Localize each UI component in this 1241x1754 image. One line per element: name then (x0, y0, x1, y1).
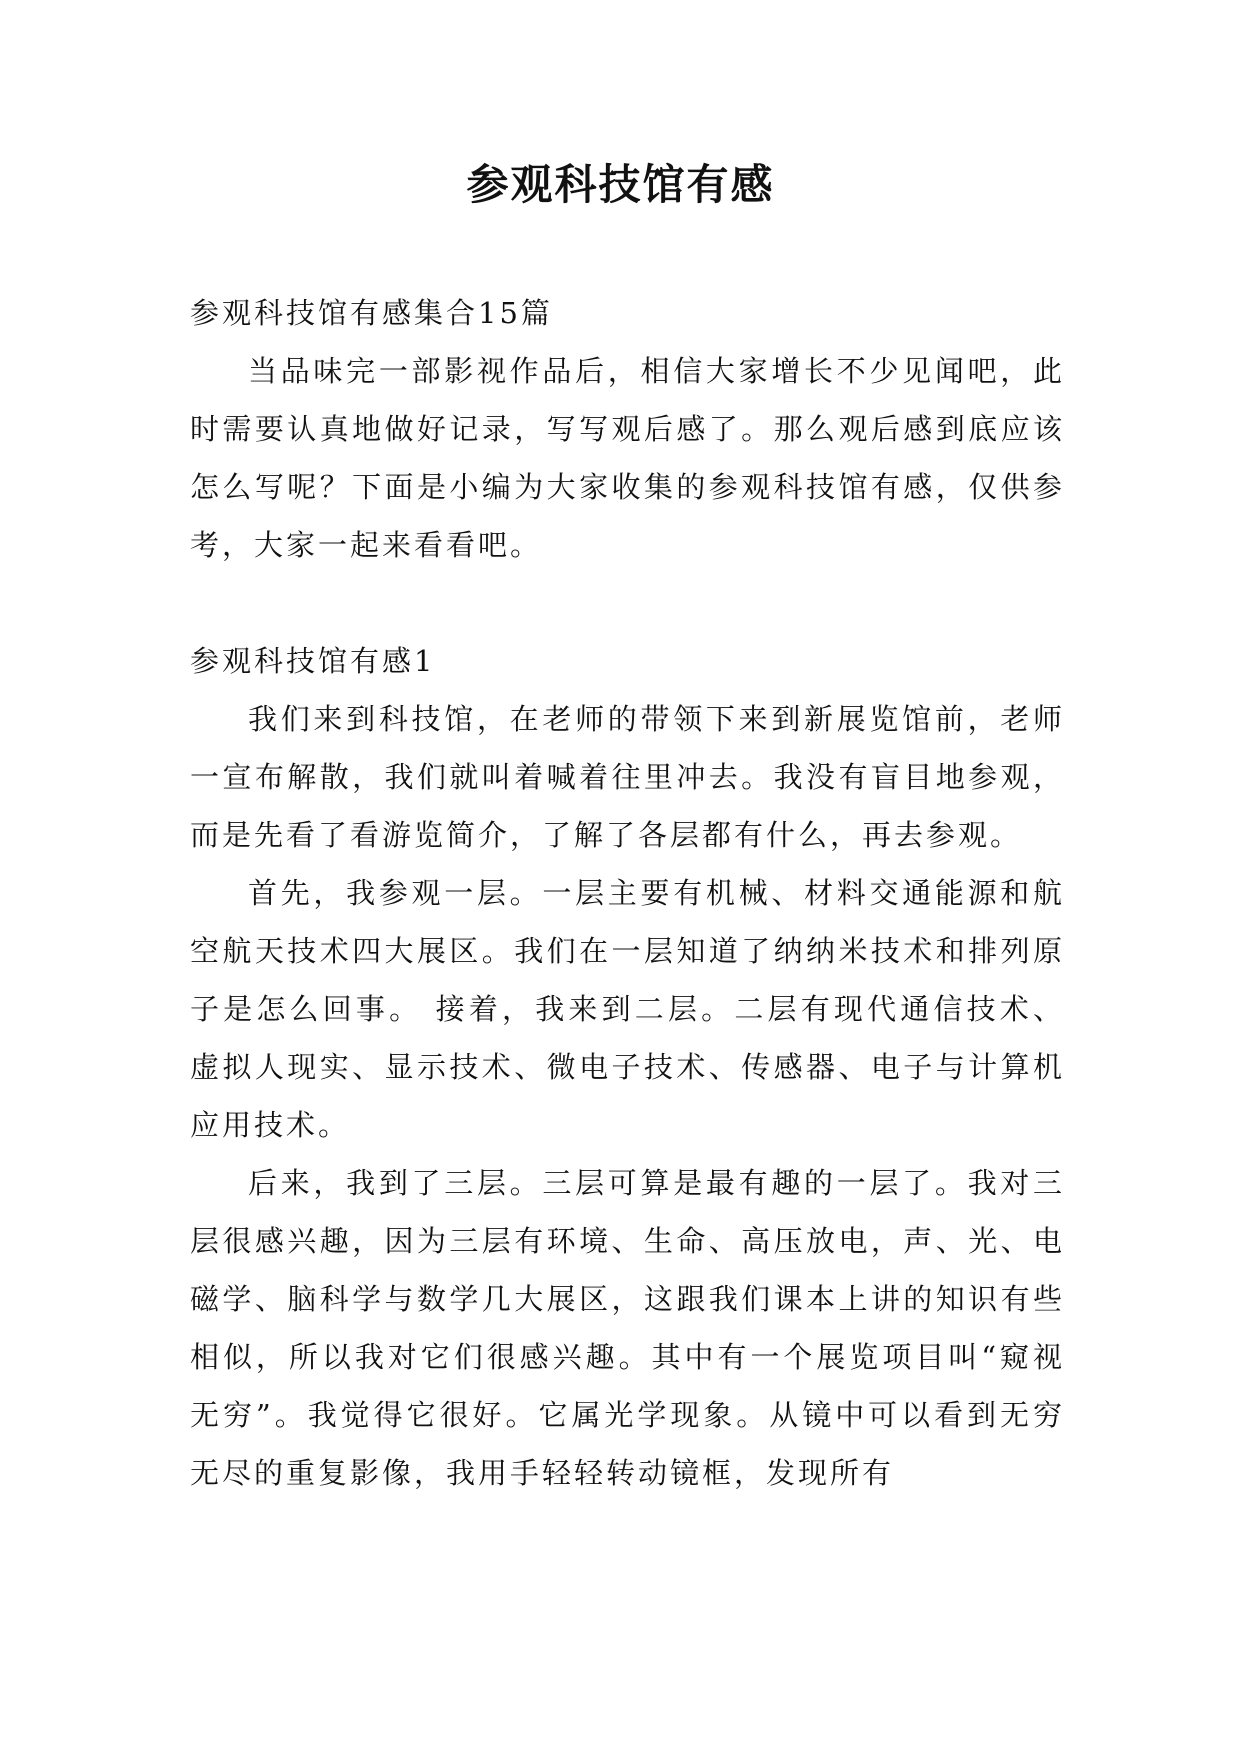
document-subtitle: 参观科技馆有感集合15篇 (190, 296, 553, 330)
body-paragraph: 首先，我参观一层。一层主要有机械、材料交通能源和航空航天技术四大展区。我们在一层知道了纳纳米技术和排列原子是怎么回事。 接着，我来到二层。二层有现代通信技术、虚拟人现实、显示技术、微电子技术、传感器、电子与计算机应用技术。 (190, 876, 1065, 1142)
intro-paragraph: 当品味完一部影视作品后，相信大家增长不少见闻吧，此时需要认真地做好记录，写写观后感了。那么观后感到底应该怎么写呢？下面是小编为大家收集的参观科技馆有感，仅供参考，大家一起来看看吧。 (190, 354, 1065, 562)
document-title: 参观科技馆有感 (466, 160, 775, 209)
section-heading: 参观科技馆有感1 (190, 644, 436, 678)
body-paragraph: 后来，我到了三层。三层可算是最有趣的一层了。我对三层很感兴趣，因为三层有环境、生命、高压放电，声、光、电磁学、脑科学与数学几大展区，这跟我们课本上讲的知识有些相似，所以我对它们很感兴趣。其中有一个展览项目叫“窥视无穷”。我觉得它很好。它属光学现象。从镜中可以看到无穷无尽的重复影像，我用手轻轻转动镜框，发现所有 (190, 1166, 1065, 1490)
document-body (190, 284, 1065, 1502)
body-paragraph: 我们来到科技馆，在老师的带领下来到新展览馆前，老师一宣布解散，我们就叫着喊着往里冲去。我没有盲目地参观，而是先看了看游览简介，了解了各层都有什么，再去参观。 (190, 702, 1065, 852)
